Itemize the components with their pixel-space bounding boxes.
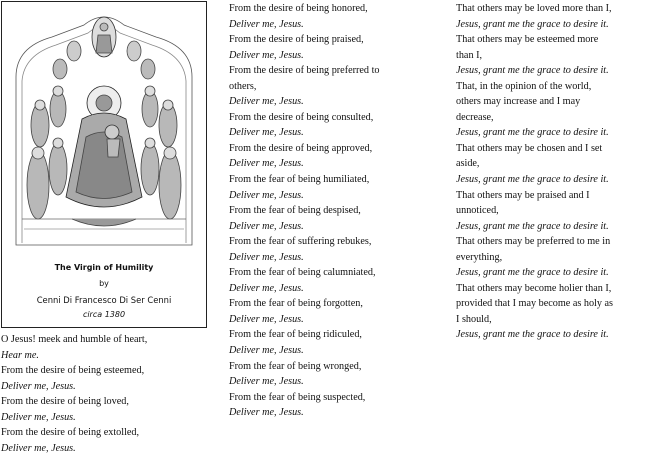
response-line: Jesus, grant me the grace to desire it. — [456, 329, 609, 341]
petition-line: From the fear of being humiliated, — [229, 174, 370, 186]
response-line: Deliver me, Jesus. — [229, 96, 304, 108]
response-line: Deliver me, Jesus. — [229, 313, 304, 325]
artwork-title: The Virgin of Humility — [54, 263, 154, 272]
artwork-by: by — [99, 279, 109, 288]
response-line: Deliver me, Jesus. — [1, 380, 76, 392]
petition-line: That others may be chosen and I set — [456, 142, 603, 154]
petition-line: That others may be loved more than I, — [456, 3, 612, 14]
petition-line: That others may be preferred to me in — [456, 236, 611, 248]
artwork-date: circa 1380 — [82, 310, 126, 319]
response-line: Jesus, grant me the grace to desire it. — [456, 127, 609, 139]
response-line: Deliver me, Jesus. — [229, 376, 304, 388]
response-line: Deliver me, Jesus. — [229, 220, 304, 232]
response-line: Jesus, grant me the grace to desire it. — [456, 174, 609, 186]
petition-line: From the desire of being praised, — [229, 34, 364, 46]
response-line: Hear me. — [1, 349, 39, 361]
response-line: Deliver me, Jesus. — [229, 49, 304, 61]
petition-line: From the fear of suffering rebukes, — [229, 236, 372, 248]
response-line: Deliver me, Jesus. — [229, 189, 304, 201]
petition-line: From the fear of being ridiculed, — [229, 329, 362, 341]
response-line: Deliver me, Jesus. — [229, 251, 304, 263]
petition-line: From the desire of being consulted, — [229, 111, 374, 123]
petition-line: From the desire of being loved, — [1, 396, 129, 408]
response-line: Deliver me, Jesus. — [229, 127, 304, 139]
litany-column-right — [456, 1, 646, 343]
petition-line: everything, — [456, 251, 503, 263]
petition-line: provided that I may become as holy as — [456, 298, 614, 310]
response-line: Jesus, grant me the grace to desire it. — [456, 267, 609, 279]
response-line: Deliver me, Jesus. — [1, 442, 76, 454]
petition-line: I should, — [456, 313, 492, 325]
litany-column-left — [1, 332, 206, 456]
response-line: Jesus, grant me the grace to desire it. — [456, 220, 609, 232]
petition-line: That, in the opinion of the world, — [456, 80, 592, 92]
petition-line: unnoticed, — [456, 205, 499, 217]
petition-line: From the fear of being wronged, — [229, 360, 362, 372]
petition-line: From the desire of being esteemed, — [1, 365, 145, 377]
petition-line: From the fear of being despised, — [229, 205, 361, 217]
petition-line: From the desire of being honored, — [229, 3, 368, 14]
petition-line: others, — [229, 80, 257, 92]
petition-line: From the fear of being calumniated, — [229, 267, 376, 279]
response-line: Jesus, grant me the grace to desire it. — [456, 18, 609, 30]
litany-column-middle — [229, 1, 429, 421]
petition-line: than I, — [456, 49, 483, 61]
petition-line: That others may be esteemed more — [456, 34, 599, 46]
petition-line: That others may be praised and I — [456, 189, 590, 201]
petition-line: aside, — [456, 158, 480, 170]
petition-line: From the desire of being preferred to — [229, 65, 380, 77]
artwork-artist: Cenni Di Francesco Di Ser Cenni — [36, 295, 172, 305]
virgin-of-humility-painting — [12, 7, 196, 247]
artwork-card — [1, 1, 207, 328]
response-line: Deliver me, Jesus. — [229, 18, 304, 30]
response-line: Jesus, grant me the grace to desire it. — [456, 65, 609, 77]
petition-line: That others may become holier than I, — [456, 282, 612, 294]
petition-line: others may increase and I may — [456, 96, 581, 108]
petition-line: From the desire of being extolled, — [1, 427, 140, 439]
petition-line: O Jesus! meek and humble of heart, — [1, 334, 148, 345]
response-line: Deliver me, Jesus. — [229, 282, 304, 294]
petition-line: From the desire of being approved, — [229, 142, 373, 154]
petition-line: decrease, — [456, 111, 494, 123]
petition-line: From the fear of being suspected, — [229, 391, 366, 403]
response-line: Deliver me, Jesus. — [229, 407, 304, 419]
petition-line: From the fear of being forgotten, — [229, 298, 363, 310]
response-line: Deliver me, Jesus. — [229, 345, 304, 357]
response-line: Deliver me, Jesus. — [1, 411, 76, 423]
response-line: Deliver me, Jesus. — [229, 158, 304, 170]
